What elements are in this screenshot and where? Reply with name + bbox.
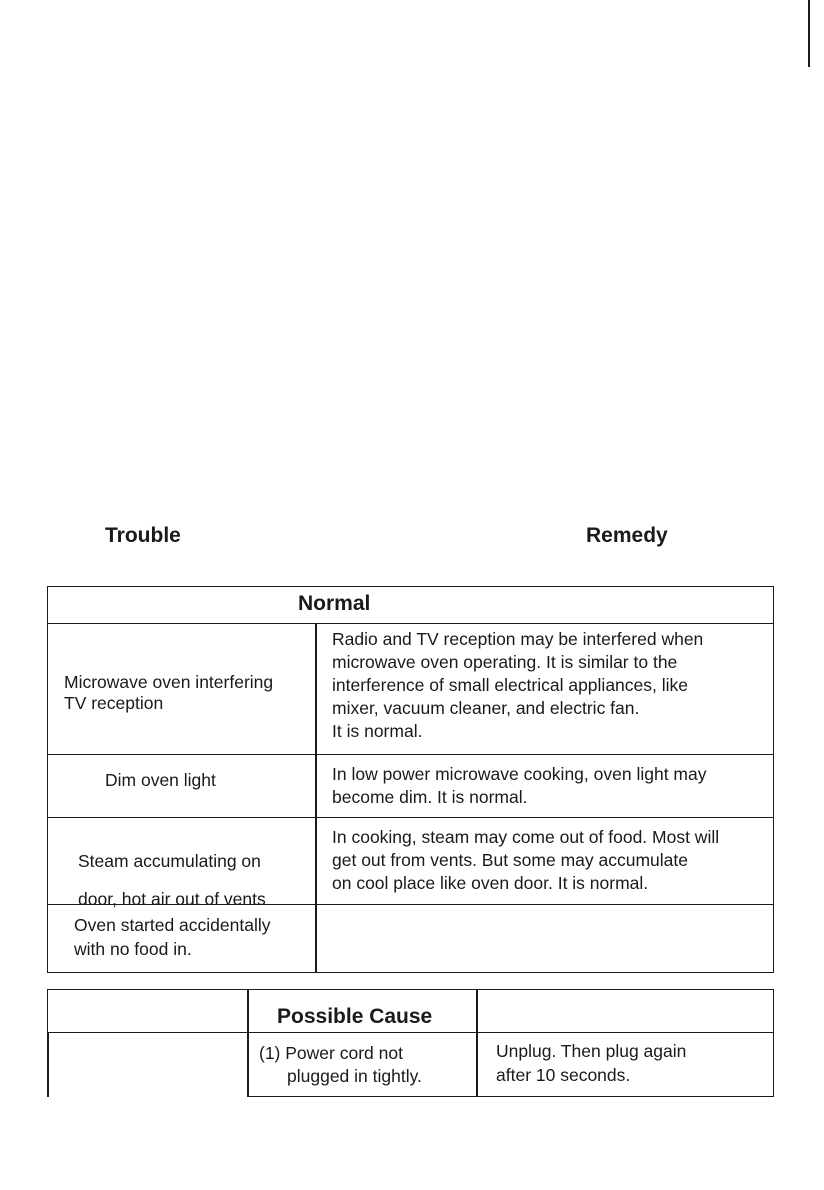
remedy-cell	[332, 826, 719, 895]
cause-line: plugged in tightly.	[287, 1066, 422, 1086]
cause-table-divider-1	[247, 989, 249, 1097]
cause-table-divider-right	[773, 1033, 775, 1097]
remedy-line: mixer, vacuum cleaner, and electric fan.	[332, 698, 640, 718]
table-row	[48, 624, 773, 755]
remedy-cell	[496, 1039, 686, 1087]
remedy-line: interference of small electrical appliances, like	[332, 675, 688, 695]
trouble-cell	[74, 913, 271, 961]
remedy-line: on cool place like oven door. It is normal.	[332, 873, 649, 893]
trouble-line: door, hot air out of vents	[78, 889, 266, 909]
trouble-line: Microwave oven interfering	[64, 672, 274, 692]
table-row	[48, 755, 773, 818]
remedy-line: get out from vents. But some may accumulate	[332, 850, 688, 870]
remedy-heading: Remedy	[586, 524, 668, 547]
cause-table-divider-2	[476, 989, 478, 1097]
remedy-line: after 10 seconds.	[496, 1065, 631, 1085]
table-row	[48, 818, 773, 909]
cause-line: (1) Power cord not	[259, 1043, 403, 1063]
remedy-line: In cooking, steam may come out of food. Most will	[332, 827, 720, 847]
normal-table-title	[48, 587, 773, 624]
cause-table-bottom-line	[247, 1096, 774, 1098]
possible-cause-table	[47, 989, 774, 1097]
trouble-line: with no food in.	[74, 939, 192, 959]
trouble-line: Dim oven light	[105, 770, 216, 790]
normal-table-title-text: Normal	[298, 592, 371, 615]
trouble-line: Steam accumulating on	[78, 851, 261, 871]
cause-cell	[259, 1042, 422, 1088]
remedy-line: microwave oven operating. It is similar to the	[332, 652, 678, 672]
remedy-line: become dim. It is normal.	[332, 787, 528, 807]
possible-cause-header: Possible Cause	[277, 1005, 433, 1028]
table-row	[48, 905, 773, 971]
remedy-cell	[332, 628, 703, 743]
remedy-line: It is normal.	[332, 721, 423, 741]
trouble-line: TV reception	[64, 693, 164, 713]
remedy-line: In low power microwave cooking, oven light may	[332, 764, 707, 784]
trouble-cell	[64, 672, 273, 714]
trouble-line: Oven started accidentally	[74, 915, 271, 935]
normal-table	[47, 586, 774, 973]
remedy-line: Radio and TV reception may be interfered when	[332, 629, 704, 649]
remedy-line: Unplug. Then plug again	[496, 1041, 687, 1061]
trouble-cell	[105, 769, 216, 792]
remedy-cell	[332, 763, 706, 809]
page-edge-line	[808, 0, 810, 67]
trouble-heading: Trouble	[105, 524, 181, 547]
cause-table-divider-left	[47, 1033, 49, 1097]
